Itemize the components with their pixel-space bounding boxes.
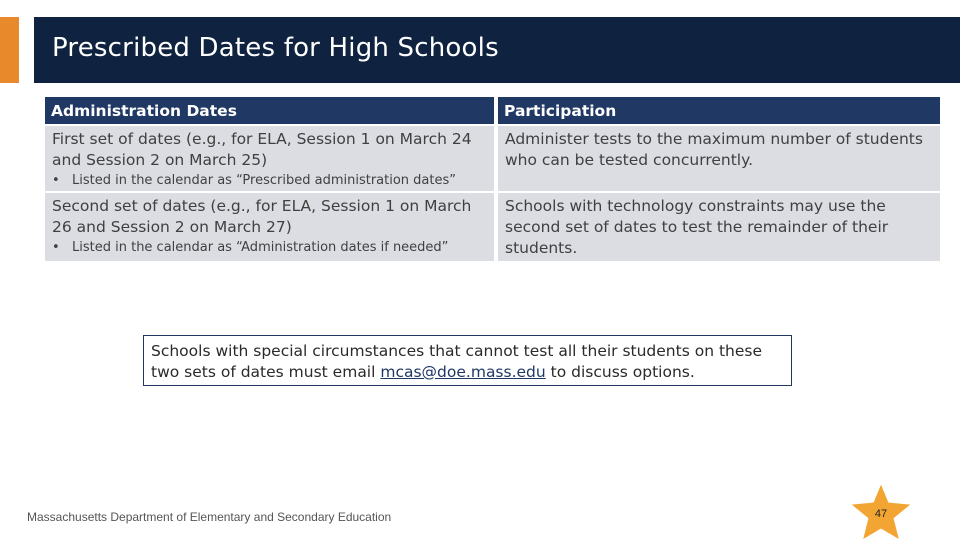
calendar-note-text: Listed in the calendar as “Administration dates if needed” (72, 240, 449, 255)
bullet-icon: • (52, 240, 60, 255)
email-link[interactable]: mcas@doe.mass.edu (380, 363, 546, 381)
page-number: 47 (874, 508, 888, 520)
special-circumstances-note (143, 335, 792, 386)
calendar-note-text: Listed in the calendar as “Prescribed administration dates” (72, 173, 456, 188)
dates-table (45, 95, 940, 263)
participation-cell: Administer tests to the maximum number of students who can be tested concurrently. (498, 126, 940, 191)
dates-cell (45, 193, 498, 261)
note-text-after: to discuss options. (545, 363, 695, 381)
page-title: Prescribed Dates for High Schools (52, 33, 499, 63)
column-header-participation: Participation (498, 97, 940, 124)
dates-text: Second set of dates (e.g., for ELA, Session 1 on March 26 and Session 2 on March 27) (52, 197, 472, 236)
dates-cell (45, 126, 498, 191)
calendar-note (52, 239, 488, 256)
column-header-administration-dates: Administration Dates (45, 97, 498, 124)
table-row (45, 126, 940, 191)
calendar-note (52, 172, 488, 189)
bullet-icon: • (52, 173, 60, 188)
participation-cell: Schools with technology constraints may use the second set of dates to test the remainder of their students. (498, 193, 940, 261)
accent-bar (0, 17, 19, 83)
table-header-row (45, 97, 940, 124)
table-row (45, 193, 940, 261)
dates-text: First set of dates (e.g., for ELA, Session 1 on March 24 and Session 2 on March 25) (52, 130, 472, 169)
footer-organization: Massachusetts Department of Elementary and Secondary Education (27, 510, 392, 524)
note-text-before: Schools with special circumstances that cannot test all their students on these two sets of dates must email (151, 342, 762, 381)
